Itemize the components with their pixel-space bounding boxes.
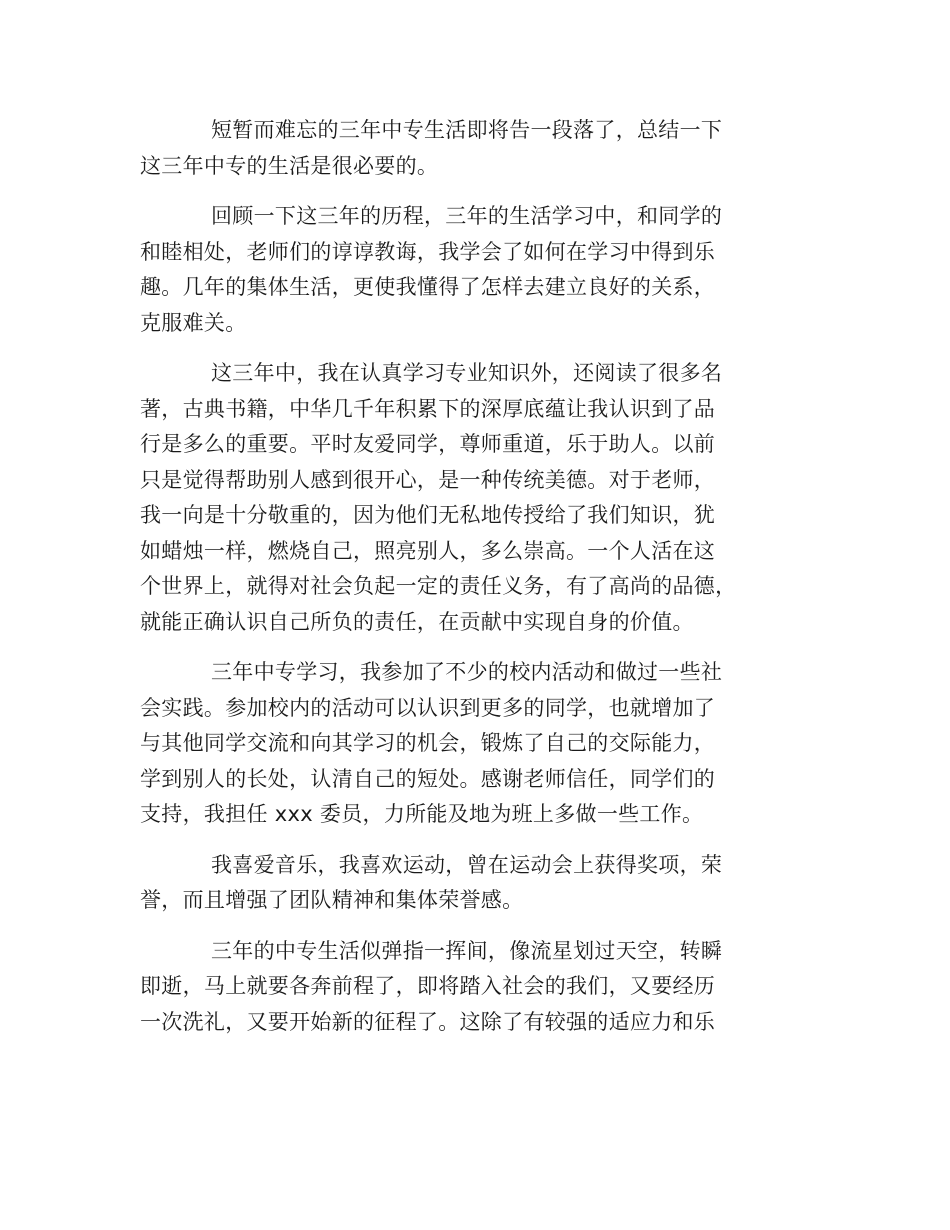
text-line: 三年中专学习，我参加了不少的校内活动和做过一些社: [211, 660, 723, 684]
paragraph-5: [140, 848, 750, 919]
text-line: 行是多么的重要。平时友爱同学，尊师重道，乐于助人。以前: [140, 432, 716, 456]
text-line: 克服难关。: [140, 310, 247, 335]
text-line: 回顾一下这三年的历程，三年的生活学习中，和同学的: [211, 204, 723, 228]
text-line: 如蜡烛一样，燃烧自己，照亮别人，多么崇高。一个人活在这: [140, 538, 716, 563]
paragraph-2: [140, 199, 750, 341]
text-line: 这三年中，我在认真学习专业知识外，还阅读了很多名: [211, 361, 723, 385]
text-line: 著，古典书籍，中华几千年积累下的深厚底蕴让我认识到了品: [140, 396, 716, 421]
text-line: 会实践。参加校内的活动可以认识到更多的同学，也就增加了: [140, 695, 716, 720]
text-line: 和睦相处，老师们的谆谆教诲，我学会了如何在学习中得到乐: [140, 239, 716, 264]
text-line: 我喜爱音乐，我喜欢运动，曾在运动会上获得奖项，荣: [211, 852, 723, 877]
text-line: 这三年中专的生活是很必要的。: [140, 153, 439, 178]
text-line: 就能正确认识自己所负的责任，在贡献中实现自身的价值。: [140, 609, 694, 634]
text-line: 一次洗礼，又要开始新的征程了。这除了有较强的适应力和乐: [140, 1009, 716, 1034]
paragraph-6: [140, 934, 750, 1041]
paragraph-3: [140, 356, 750, 640]
text-line: 短暂而难忘的三年中专生活即将告一段落了，总结一下: [211, 118, 723, 142]
text-line: 我一向是十分敬重的，因为他们无私地传授给了我们知识，犹: [140, 503, 716, 527]
text-line: 趣。几年的集体生活，更使我懂得了怎样去建立良好的关系，: [140, 275, 716, 299]
text-line: 即逝，马上就要各奔前程了，即将踏入社会的我们，又要经历: [140, 974, 716, 998]
text-line: 与其他同学交流和向其学习的机会，锻炼了自己的交际能力，: [140, 731, 716, 755]
text-line: 个世界上，就得对社会负起一定的责任义务，有了高尚的品德，: [140, 574, 737, 598]
text-line: 誉，而且增强了团队精神和集体荣誉感。: [140, 888, 524, 912]
document-body: [140, 113, 750, 1055]
paragraph-1: [140, 113, 750, 184]
text-line: 学到别人的长处，认清自己的短处。感谢老师信任，同学们的: [140, 766, 716, 791]
text-line: 三年的中专生活似弹指一挥间，像流星划过天空，转瞬: [211, 938, 723, 963]
text-line: 支持，我担任 xxx 委员，力所能及地为班上多做一些工作。: [140, 802, 704, 826]
paragraph-4: [140, 655, 750, 833]
text-line: 只是觉得帮助别人感到很开心，是一种传统美德。对于老师，: [140, 467, 716, 492]
